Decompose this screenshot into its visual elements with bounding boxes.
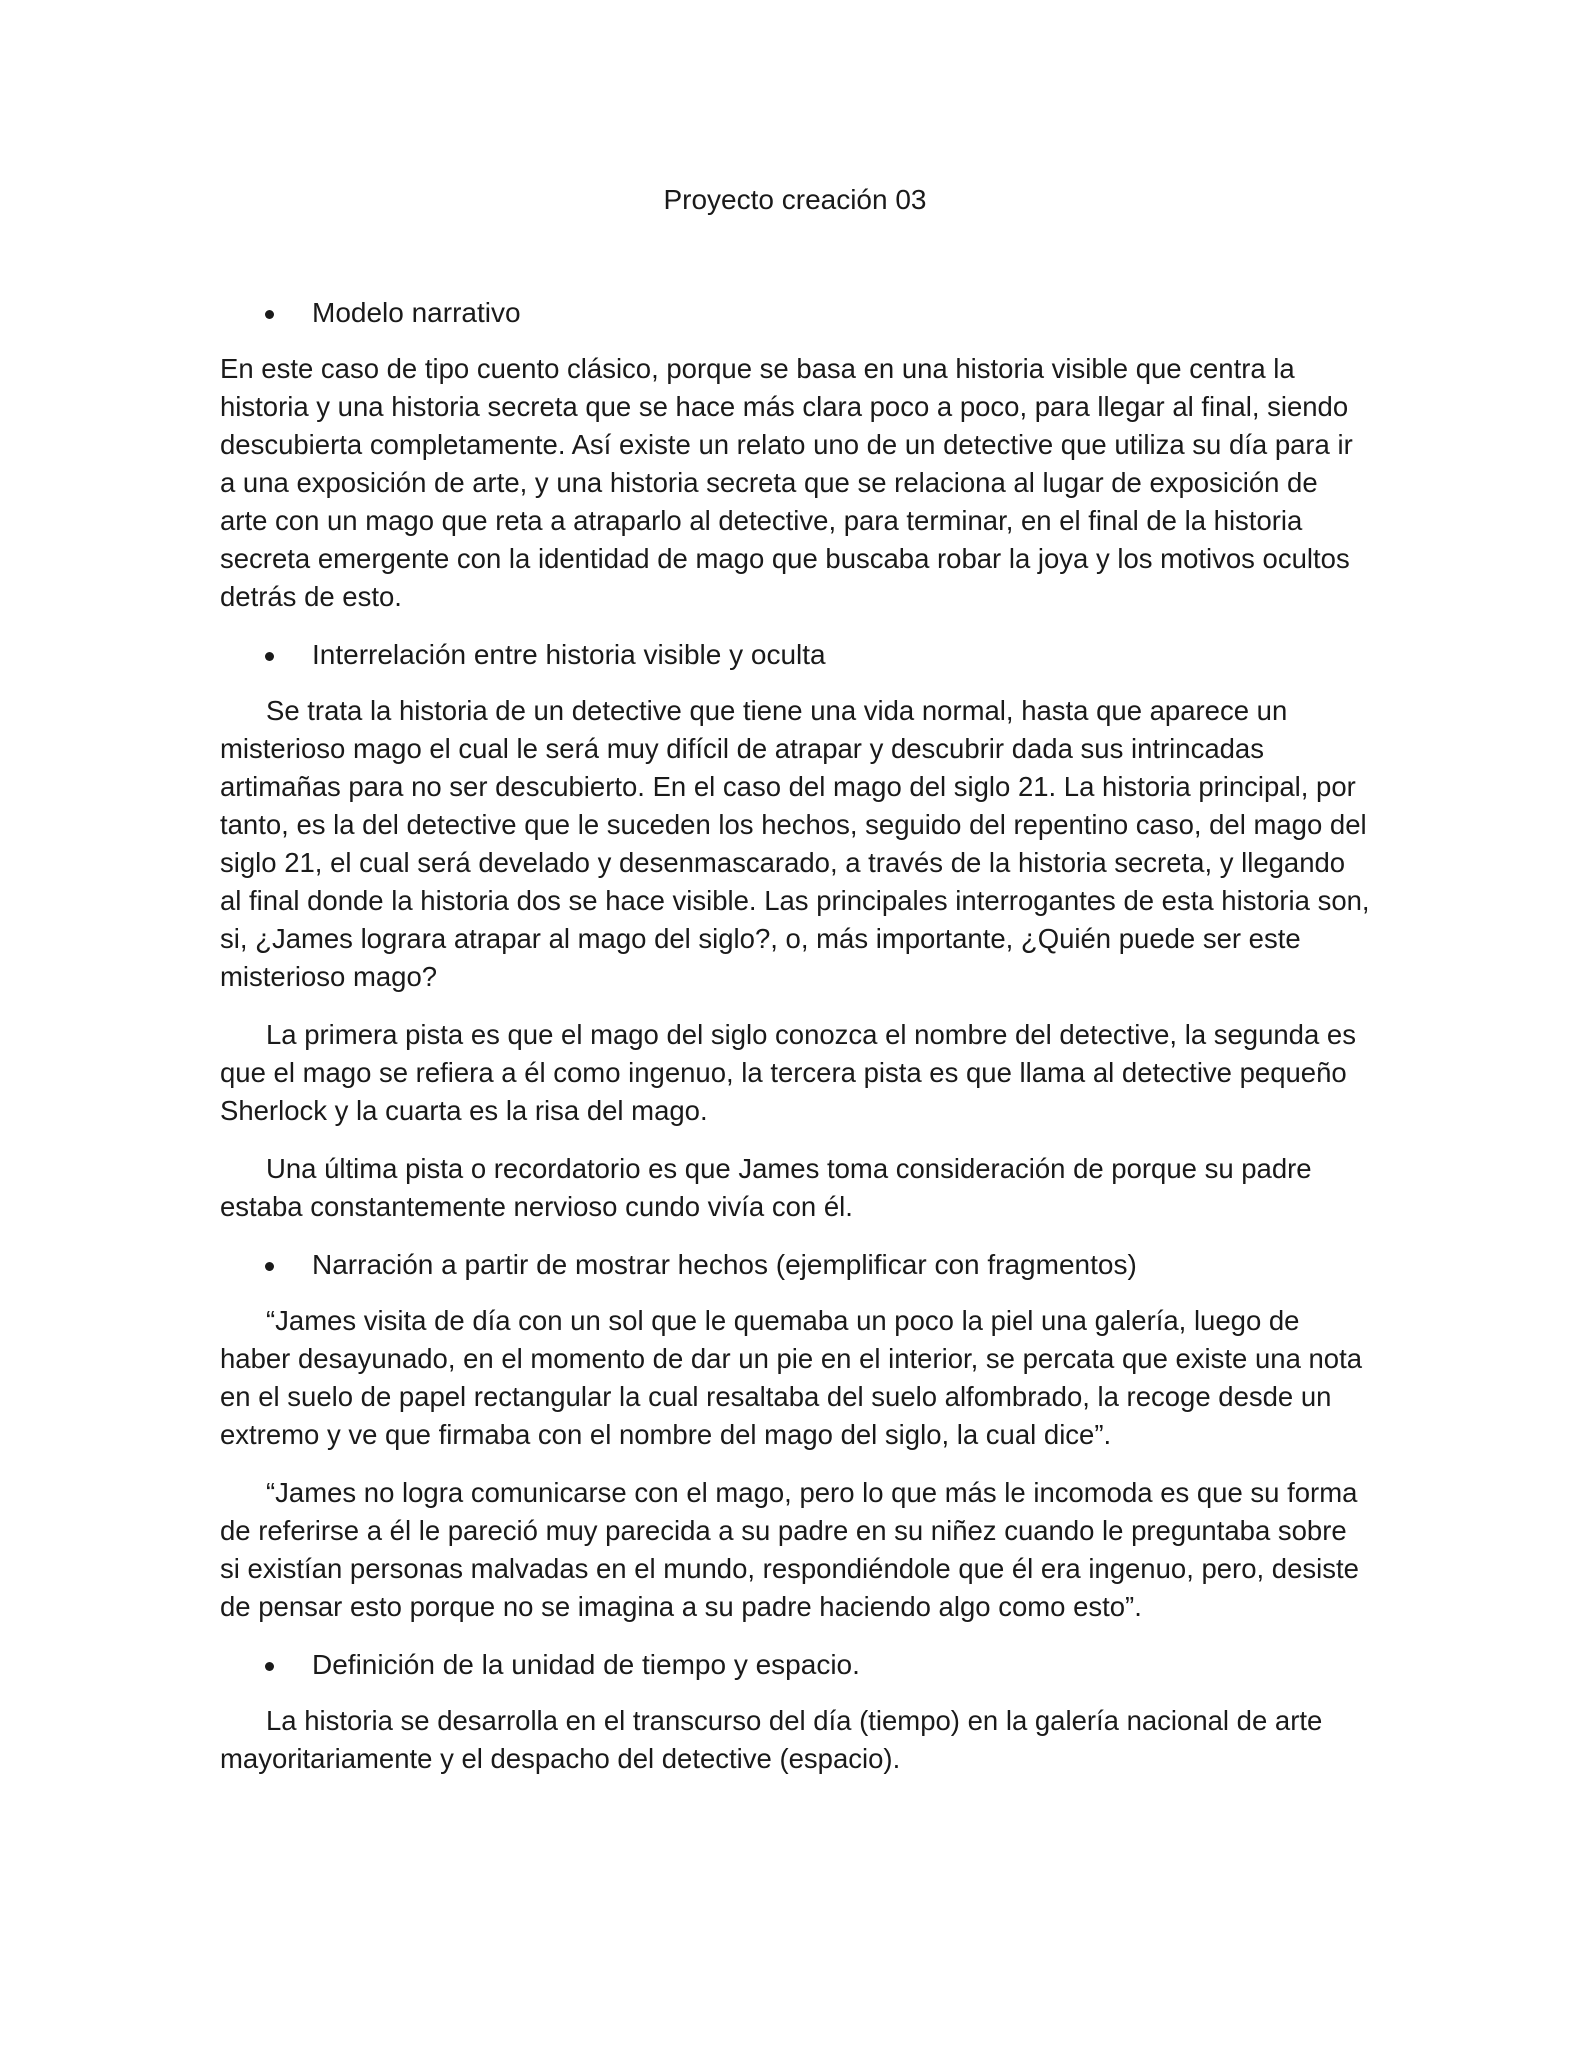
section-heading-interrelacion [220,636,1370,674]
paragraph: “James no logra comunicarse con el mago, pero lo que más le incomoda es que su forma de referirse a él le pareció muy parecida a su padre en su niñez cuando le preguntaba sobre si existían personas malvadas en el mundo, respondiéndole que él era ingenuo, pero, desiste de pensar esto porque no se imagina a su padre haciendo algo como esto”. [220,1477,1359,1622]
paragraph: En este caso de tipo cuento clásico, porque se basa en una historia visible que centra la historia y una historia secreta que se hace más clara poco a poco, para llegar al final, siendo descubierta completamente. Así existe un relato uno de un detective que utiliza su día para ir a una exposición de arte, y una historia secreta que se relaciona al lugar de exposición de arte con un mago que reta a atraparlo al detective, para terminar, en el final de la historia secreta emergente con la identidad de mago que buscaba robar la joya y los motivos ocultos detrás de esto. [220,353,1353,612]
section-heading-modelo-narrativo [220,294,1370,332]
document-body [220,180,1370,1798]
bullet-icon [265,310,274,319]
bullet-icon [265,1262,274,1271]
section-heading-text: Modelo narrativo [312,297,521,328]
paragraph: Se trata la historia de un detective que tiene una vida normal, hasta que aparece un misterioso mago el cual le será muy difícil de atrapar y descubrir dada sus intrincadas artimañas para no ser descubierto. En el caso del mago del siglo 21. La historia principal, por tanto, es la del detective que le suceden los hechos, seguido del repentino caso, del mago del siglo 21, el cual será develado y desenmascarado, a través de la historia secreta, y llegando al final donde la historia dos se hace visible. Las principales interrogantes de esta historia son, si, ¿James lograra atrapar al mago del siglo?, o, más importante, ¿Quién puede ser este misterioso mago? [220,695,1370,992]
section-heading-narracion [220,1246,1370,1284]
section-heading-text: Narración a partir de mostrar hechos (ejemplificar con fragmentos) [312,1249,1137,1280]
section-heading-text: Definición de la unidad de tiempo y espacio. [312,1649,860,1680]
section-heading-unidad-tiempo-espacio [220,1646,1370,1684]
paragraph: La historia se desarrolla en el transcurso del día (tiempo) en la galería nacional de arte mayoritariamente y el despacho del detective (espacio). [220,1705,1323,1774]
bullet-icon [265,652,274,661]
paragraph: “James visita de día con un sol que le quemaba un poco la piel una galería, luego de haber desayunado, en el momento de dar un pie en el interior, se percata que existe una nota en el suelo de papel rectangular la cual resaltaba del suelo alfombrado, la recoge desde un extremo y ve que firmaba con el nombre del mago del siglo, la cual dice”. [220,1305,1363,1450]
section-heading-text: Interrelación entre historia visible y oculta [312,639,826,670]
paragraph: Una última pista o recordatorio es que James toma consideración de porque su padre estaba constantemente nervioso cundo vivía con él. [220,1153,1312,1222]
paragraph: La primera pista es que el mago del siglo conozca el nombre del detective, la segunda es que el mago se refiera a él como ingenuo, la tercera pista es que llama al detective pequeño Sherlock y la cuarta es la risa del mago. [220,1019,1356,1126]
document-title: Proyecto creación 03 [663,184,927,215]
bullet-icon [265,1662,274,1671]
